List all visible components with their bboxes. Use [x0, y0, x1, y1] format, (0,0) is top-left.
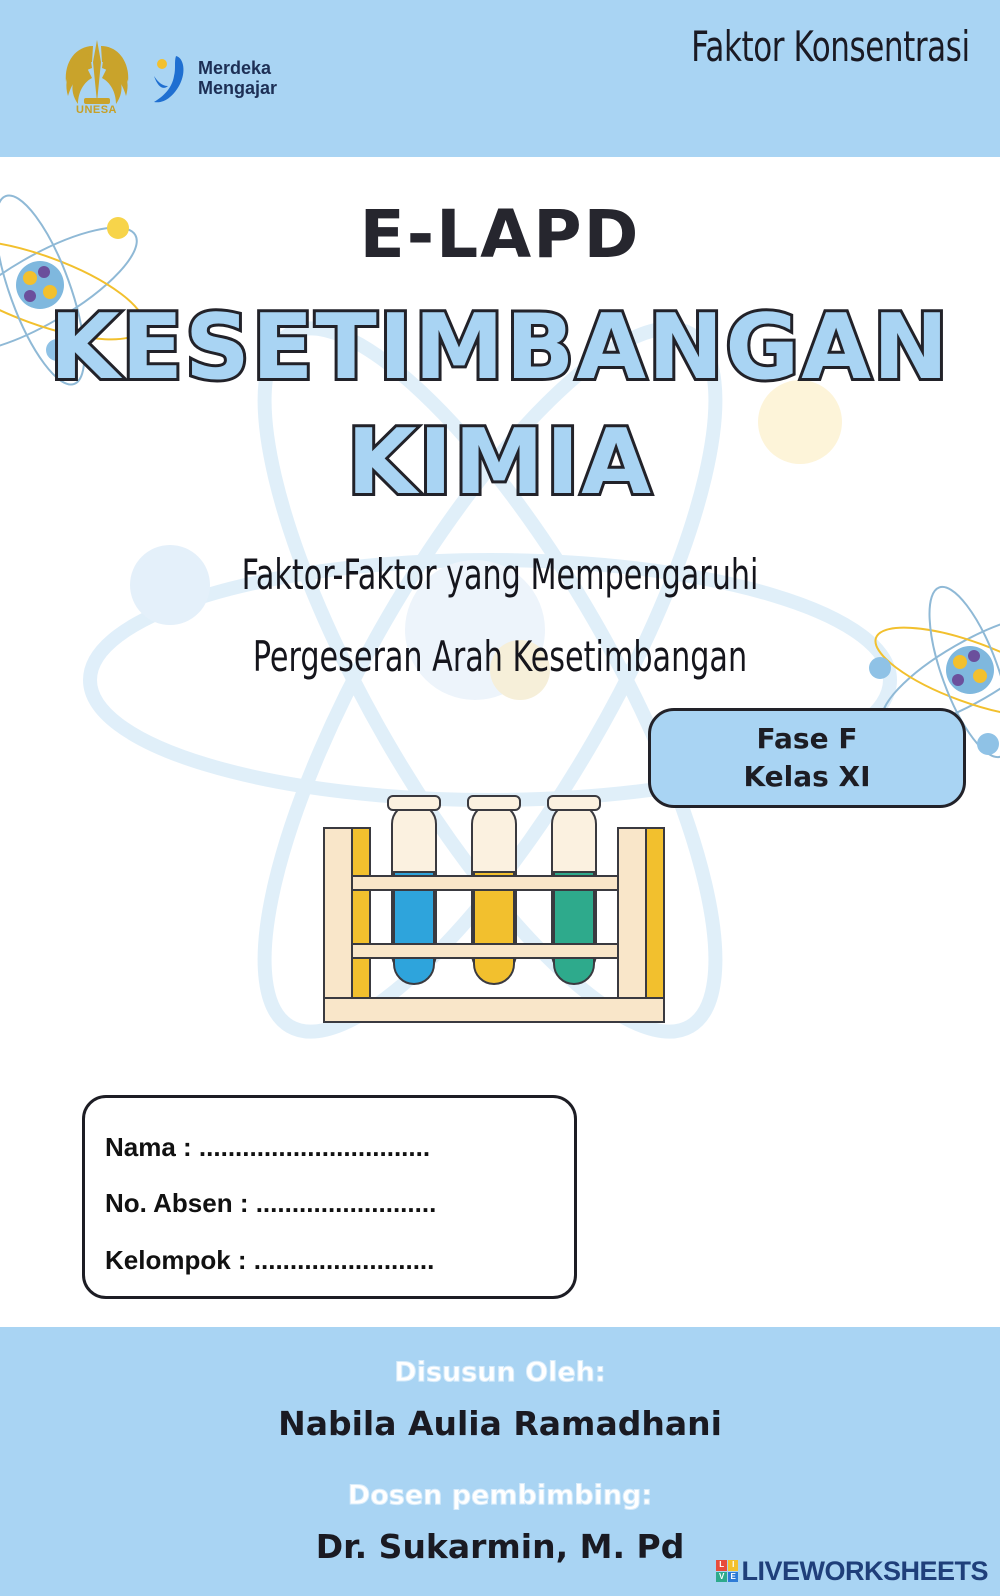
name-field[interactable]: Nama : ................................ — [105, 1132, 431, 1162]
author-label: Disusun Oleh: — [394, 1357, 606, 1388]
phase-label: Fase F — [756, 722, 858, 755]
test-tube-rack-icon — [322, 794, 674, 1040]
phase-class-badge — [648, 708, 966, 808]
author-name: Nabila Aulia Ramadhani — [278, 1404, 722, 1443]
document-type-label: E-LAPD — [359, 196, 641, 273]
merdeka-mengajar-logo-icon — [150, 52, 192, 106]
logo-letter-l: L — [716, 1560, 727, 1571]
liveworksheets-watermark[interactable] — [716, 1556, 988, 1586]
group-field[interactable]: Kelompok : ......................... — [105, 1245, 435, 1275]
attendance-number-field[interactable]: No. Absen : ......................... — [105, 1188, 437, 1218]
merdeka-mengajar-text — [198, 58, 277, 98]
liveworksheets-text: LIVEWORKSHEETS — [741, 1555, 988, 1586]
class-label: Kelas XI — [743, 760, 871, 793]
subtitle-line2: Pergeseran Arah Kesetimbangan — [252, 632, 748, 681]
logo-letter-i: I — [728, 1560, 739, 1571]
subtitle-line1: Faktor-Faktor yang Mempengaruhi — [241, 550, 759, 599]
advisor-name: Dr. Sukarmin, M. Pd — [315, 1527, 685, 1566]
logo-letter-v: V — [716, 1572, 727, 1583]
mengajar-line: Mengajar — [198, 78, 278, 98]
advisor-label: Dosen pembimbing: — [347, 1480, 653, 1511]
unesa-logo-text: UNESA — [76, 104, 118, 116]
logo-letter-e: E — [728, 1572, 739, 1583]
liveworksheets-logo-icon — [716, 1560, 738, 1582]
main-title-line1: KESETIMBANGAN — [49, 295, 951, 400]
topic-title: Faktor Konsentrasi — [691, 22, 970, 71]
merdeka-line: Merdeka — [198, 58, 272, 78]
main-title-line2: KIMIA — [347, 410, 653, 515]
student-info-box — [82, 1095, 577, 1299]
